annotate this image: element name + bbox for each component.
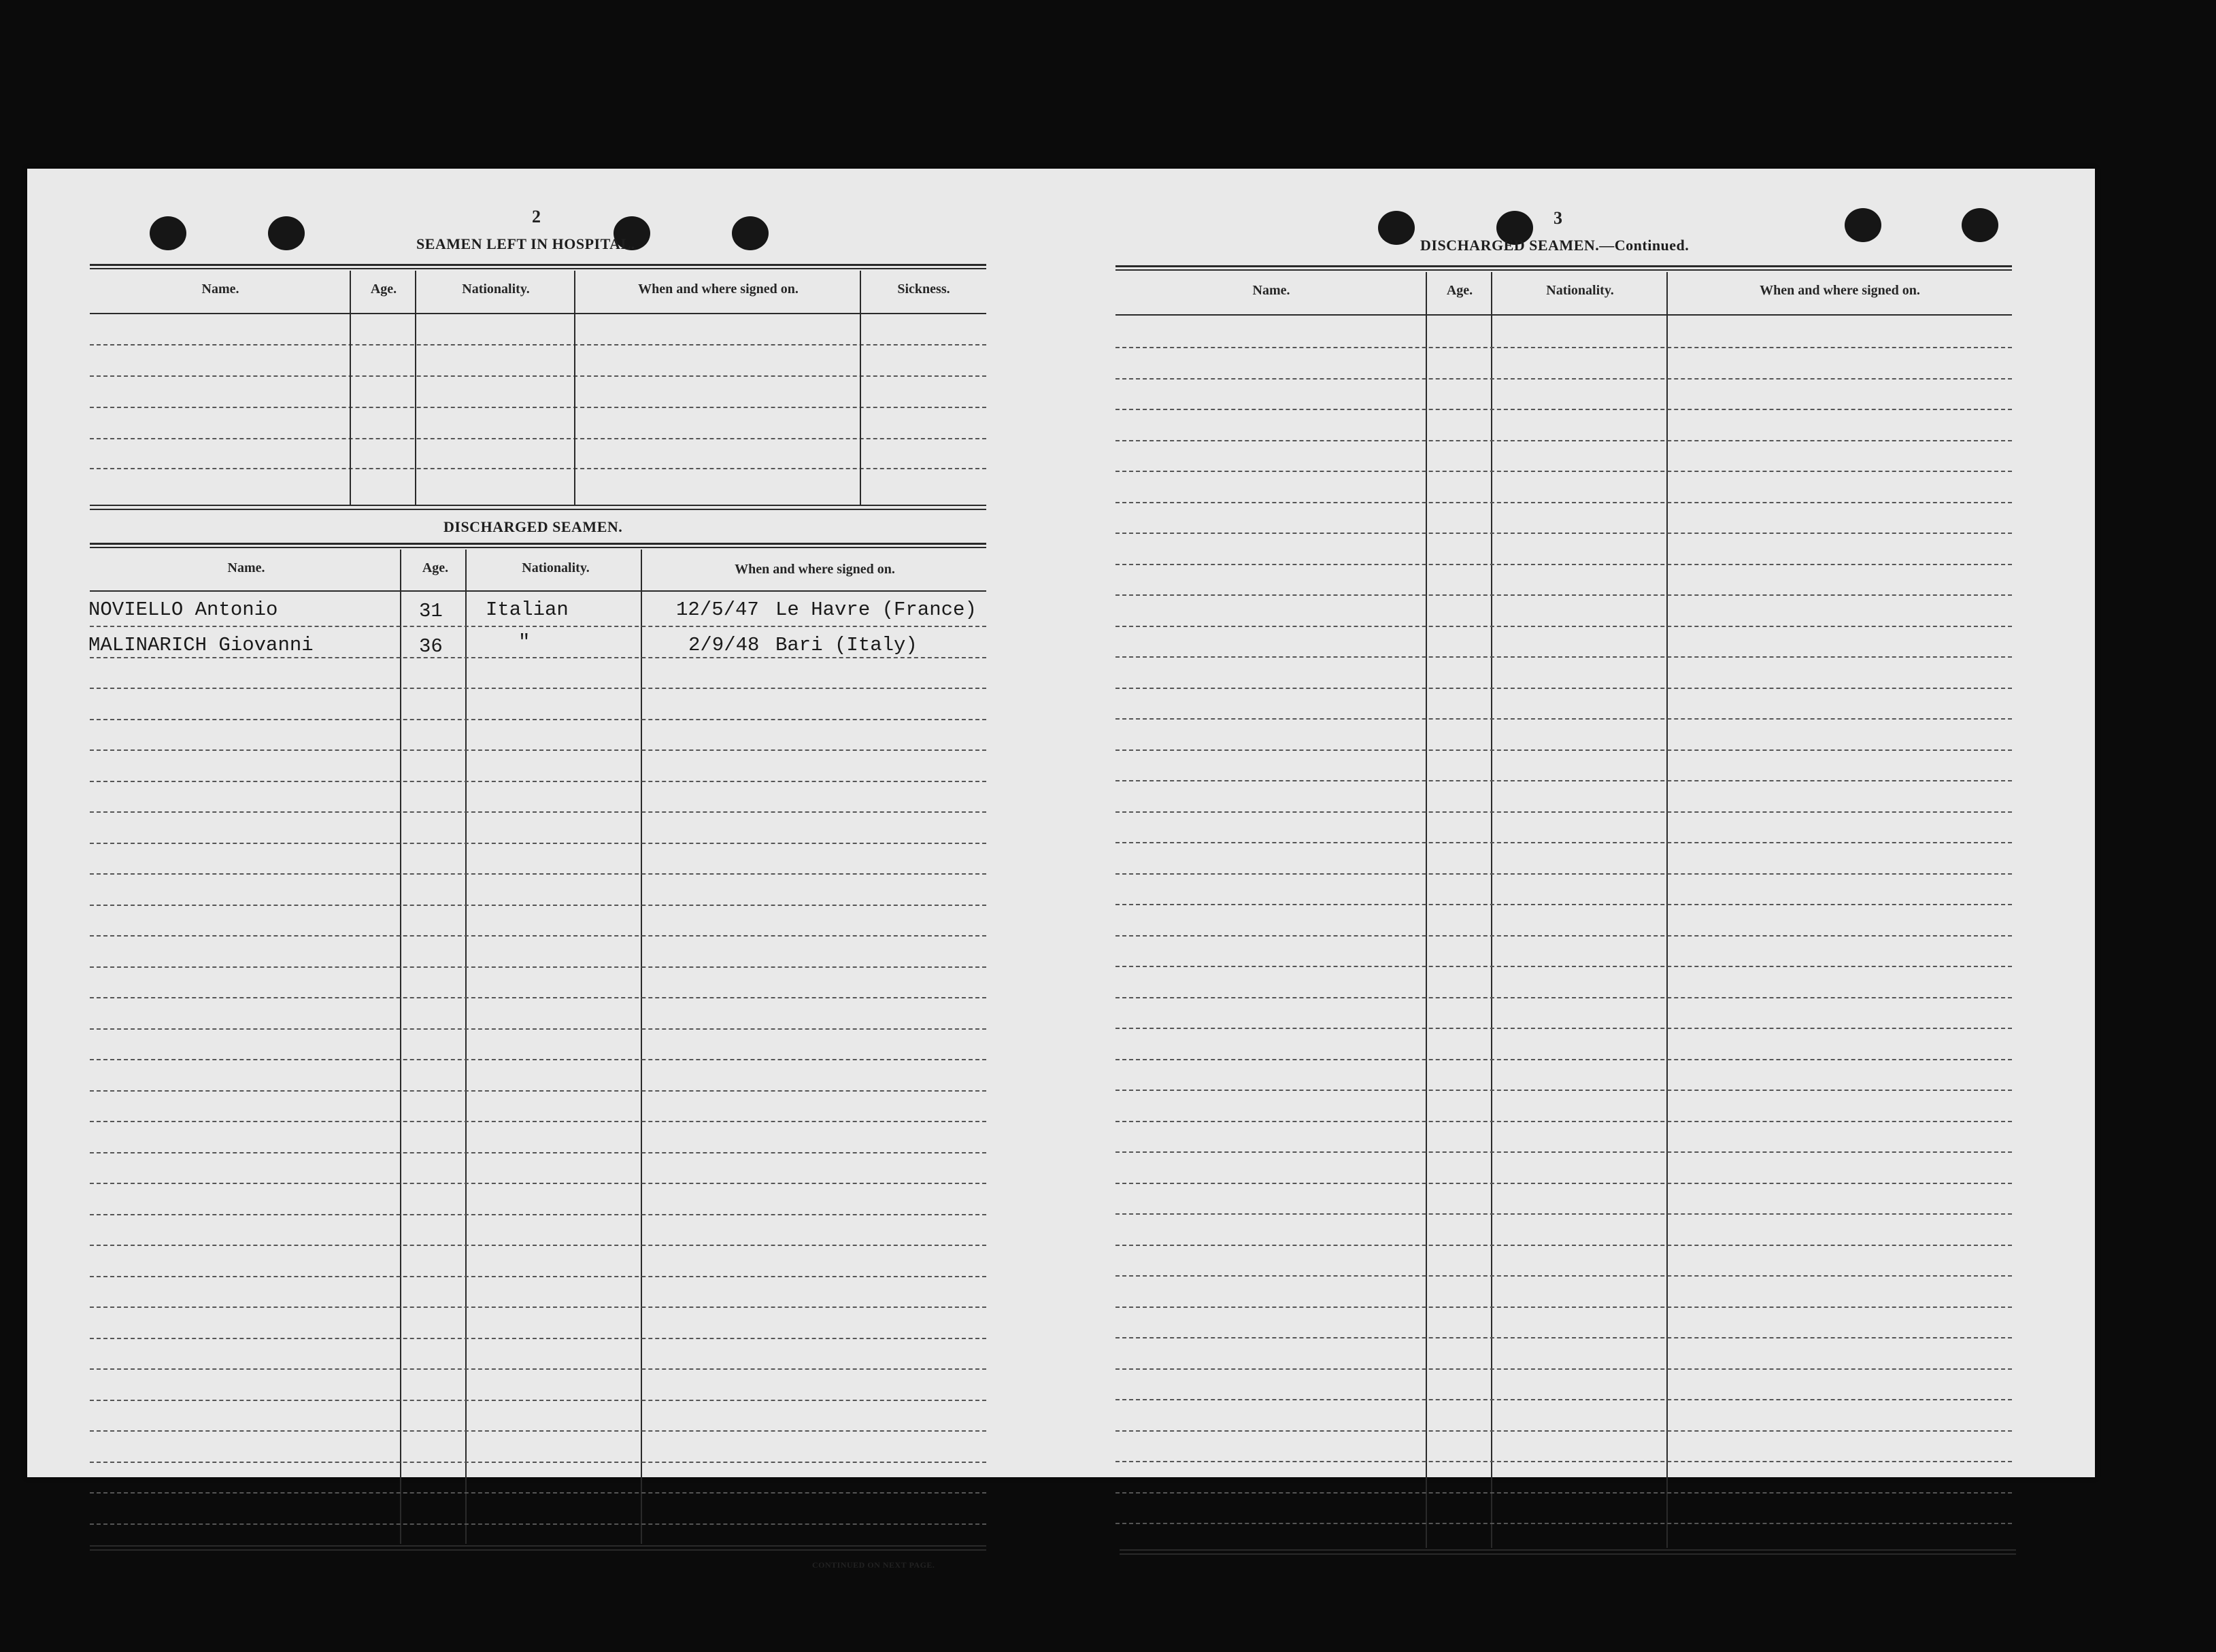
discharged-col-age: Age. <box>422 560 449 575</box>
row-line <box>1115 626 2012 627</box>
row-line <box>1115 1121 2012 1122</box>
row-line <box>90 935 986 937</box>
row-line <box>1115 1492 2012 1494</box>
row-line <box>90 997 986 998</box>
row-line <box>90 1307 986 1308</box>
row-line <box>1115 1213 2012 1215</box>
seaman-name: NOVIELLO Antonio <box>88 599 278 621</box>
hospital-col-nationality: Nationality. <box>462 282 530 297</box>
row-line <box>1115 1090 2012 1091</box>
row-line <box>1115 1307 2012 1308</box>
punch-hole <box>1962 208 1998 242</box>
continued-col-name: Name. <box>1252 283 1290 298</box>
row-line <box>90 1338 986 1339</box>
row-line <box>90 1121 986 1122</box>
row-line <box>90 626 986 627</box>
row-line <box>90 1400 986 1401</box>
row-line <box>90 657 986 658</box>
row-line <box>90 1028 986 1030</box>
row-line <box>90 781 986 782</box>
row-line <box>1115 1059 2012 1060</box>
row-line <box>1115 780 2012 781</box>
seaman-age: 36 <box>419 635 443 658</box>
signed-on-date: 2/9/48 <box>688 634 760 656</box>
row-line <box>1115 440 2012 441</box>
row-line <box>90 1492 986 1494</box>
row-line <box>1115 904 2012 905</box>
continued-col-signed-on: When and where signed on. <box>1760 283 1920 298</box>
row-line <box>1115 533 2012 534</box>
page-number: 2 <box>532 207 541 226</box>
row-line <box>90 843 986 844</box>
row-line <box>90 811 986 813</box>
row-line <box>90 1214 986 1215</box>
signed-on-place: Bari (Italy) <box>775 634 918 656</box>
row-line <box>1115 347 2012 348</box>
row-line <box>90 1523 986 1525</box>
row-line <box>1115 1337 2012 1338</box>
row-line <box>1115 688 2012 689</box>
punch-hole <box>1845 208 1881 242</box>
seaman-nationality: Italian <box>486 599 569 621</box>
row-line <box>90 1090 986 1092</box>
row-line <box>1115 935 2012 937</box>
row-line <box>1115 1151 2012 1153</box>
row-line <box>1115 471 2012 472</box>
row-line <box>90 1430 986 1432</box>
hospital-section-title: SEAMEN LEFT IN HOSPITAL. <box>416 235 635 252</box>
punch-hole <box>1378 211 1415 245</box>
hospital-col-sickness: Sickness. <box>897 282 950 297</box>
signed-on-place: Le Havre (France) <box>775 599 977 621</box>
row-line <box>1115 1461 2012 1462</box>
row-line <box>1115 718 2012 720</box>
row-line <box>90 966 986 968</box>
row-line <box>90 873 986 875</box>
row-line <box>90 1276 986 1277</box>
discharged-section-title: DISCHARGED SEAMEN. <box>443 518 623 535</box>
row-line <box>90 719 986 720</box>
row-line <box>90 1462 986 1463</box>
continued-note: CONTINUED ON NEXT PAGE. <box>812 1560 935 1570</box>
row-line <box>90 688 986 689</box>
row-line <box>1115 997 2012 998</box>
row-line <box>1115 842 2012 843</box>
row-line <box>1115 564 2012 565</box>
punch-hole <box>732 216 769 250</box>
ledger-sheet <box>27 169 2095 1570</box>
row-line <box>90 1245 986 1246</box>
row-line <box>90 1059 986 1060</box>
row-line <box>1115 873 2012 875</box>
continued-col-age: Age. <box>1446 283 1473 298</box>
row-line <box>1115 966 2012 967</box>
row-line <box>1115 502 2012 503</box>
row-line <box>1115 409 2012 410</box>
row-line <box>1115 1430 2012 1432</box>
seaman-age: 31 <box>419 600 443 622</box>
row-line <box>90 1152 986 1153</box>
hospital-col-signed-on: When and where signed on. <box>638 282 799 297</box>
signed-on-date: 12/5/47 <box>676 599 759 621</box>
punch-hole <box>150 216 186 250</box>
row-line <box>1115 1368 2012 1370</box>
row-line <box>90 1183 986 1184</box>
row-line <box>1115 811 2012 813</box>
row-line <box>1115 1183 2012 1184</box>
row-line <box>1115 656 2012 658</box>
row-line <box>90 905 986 906</box>
hospital-col-name: Name. <box>201 282 239 297</box>
discharged-col-nationality: Nationality. <box>522 560 590 575</box>
punch-hole <box>268 216 305 250</box>
row-line <box>90 1368 986 1370</box>
discharged-col-signed-on: When and where signed on. <box>735 562 895 577</box>
row-line <box>1115 594 2012 596</box>
seaman-nationality: " <box>518 631 531 654</box>
row-line <box>1115 1275 2012 1277</box>
row-line <box>1115 1028 2012 1029</box>
seaman-name: MALINARICH Giovanni <box>88 634 314 656</box>
row-line <box>90 749 986 751</box>
row-line <box>1115 1399 2012 1400</box>
row-line <box>1115 1523 2012 1524</box>
hospital-col-age: Age. <box>370 282 397 297</box>
discharged-continued-title: DISCHARGED SEAMEN.—Continued. <box>1420 237 1690 254</box>
row-line <box>1115 749 2012 751</box>
discharged-col-name: Name. <box>227 560 265 575</box>
row-line <box>1115 378 2012 380</box>
page-number: 3 <box>1554 208 1562 228</box>
continued-col-nationality: Nationality. <box>1546 283 1614 298</box>
row-line <box>1115 1245 2012 1246</box>
